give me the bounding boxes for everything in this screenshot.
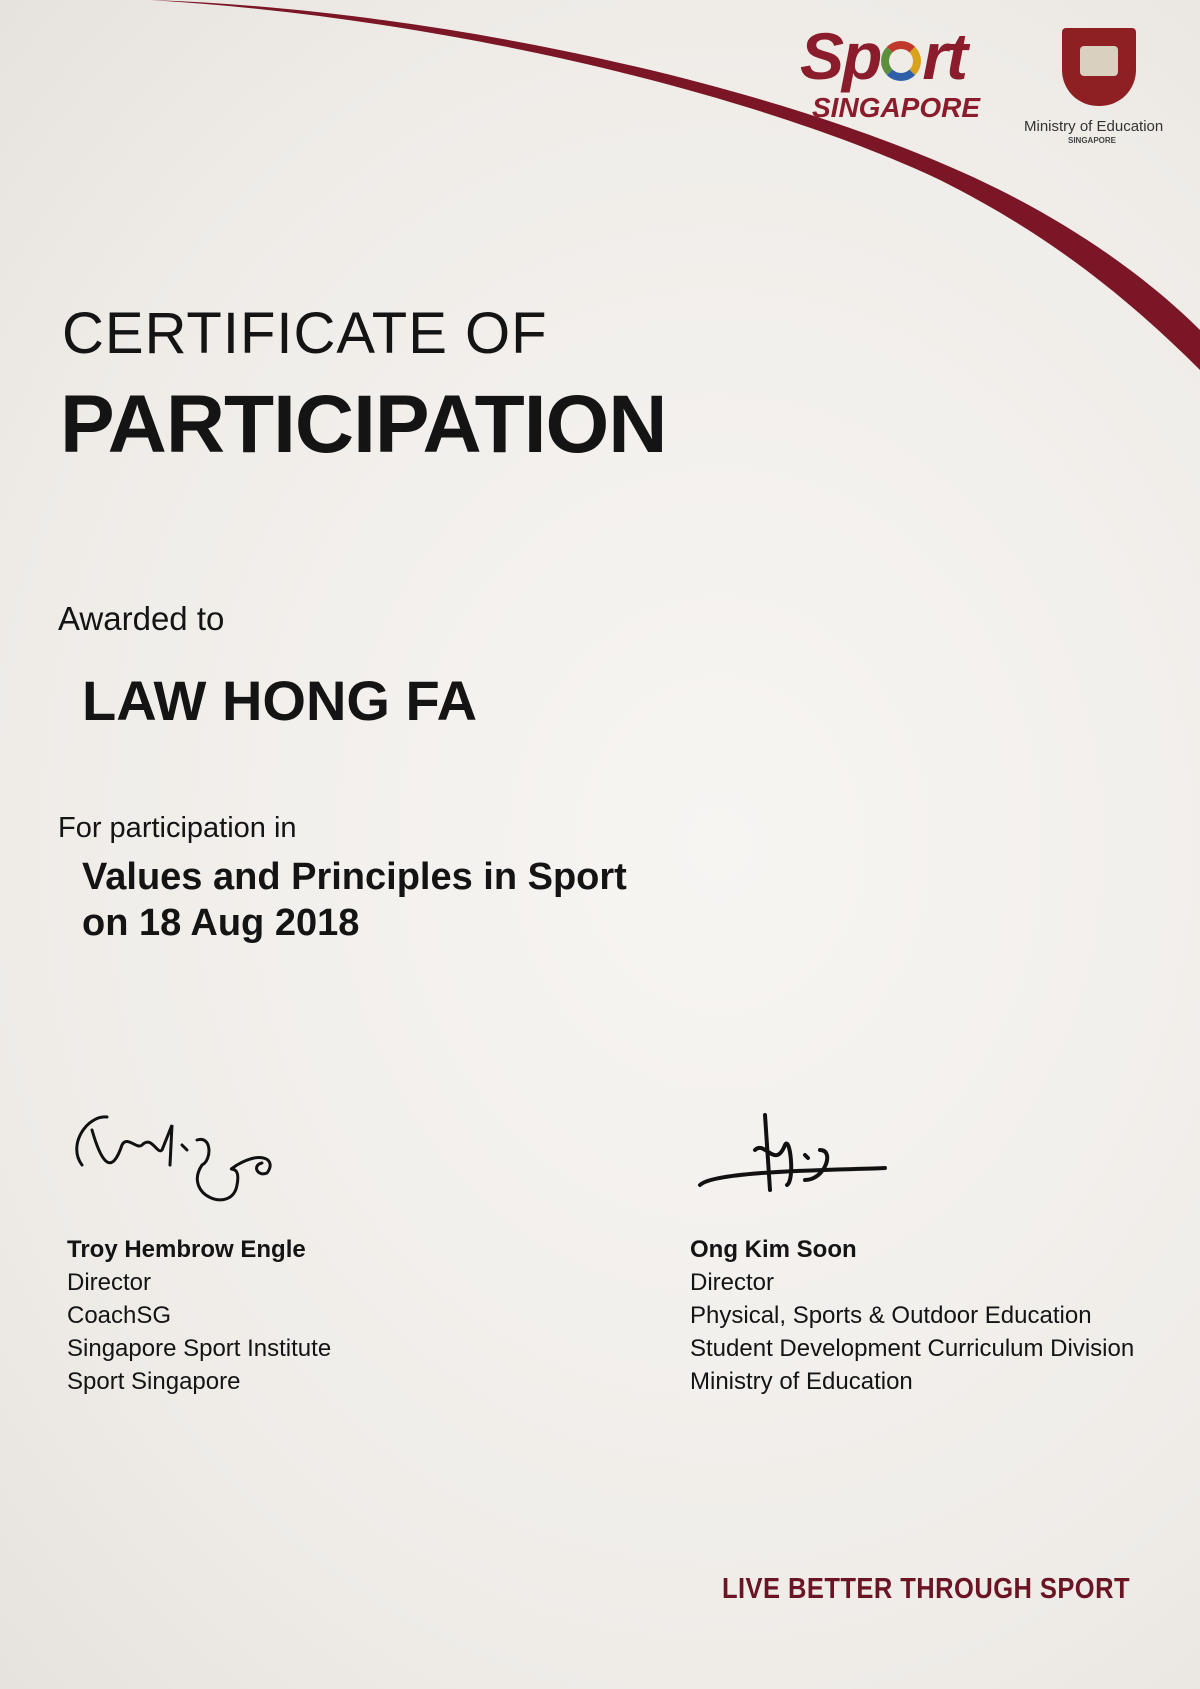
- recipient-name: LAW HONG FA: [82, 669, 478, 732]
- participation-label: For participation in: [58, 812, 297, 844]
- signatory-line: Singapore Sport Institute: [67, 1335, 332, 1362]
- signatory-line: Sport Singapore: [67, 1368, 241, 1395]
- moe-logo-text: Ministry of Education: [1024, 118, 1164, 135]
- event-date: on 18 Aug 2018: [82, 902, 360, 944]
- signatory-line: Director: [690, 1269, 775, 1296]
- event-name: Values and Principles in Sport: [82, 856, 627, 898]
- event-details: [82, 854, 627, 946]
- signatory-line: Physical, Sports & Outdoor Education: [690, 1302, 1092, 1329]
- moe-logo-sub: SINGAPORE: [1068, 136, 1117, 145]
- signatory-line: Student Development Curriculum Division: [690, 1335, 1135, 1362]
- signatory-line: Ministry of Education: [690, 1368, 913, 1395]
- sport-singapore-logo: Sp rt: [800, 19, 967, 93]
- signatory-name: Ong Kim Soon: [690, 1236, 857, 1263]
- sport-singapore-logo-sub: SINGAPORE: [812, 92, 981, 123]
- signature-left: [62, 1105, 302, 1215]
- signatory-name: Troy Hembrow Engle: [67, 1236, 306, 1263]
- signature-right: [695, 1110, 895, 1220]
- awarded-label: Awarded to: [58, 600, 225, 637]
- moe-crest-icon: [1062, 28, 1136, 106]
- tagline: LIVE BETTER THROUGH SPORT: [722, 1573, 1131, 1605]
- signatory-line: Director: [67, 1269, 152, 1296]
- signatory-line: CoachSG: [67, 1302, 172, 1329]
- signatory-left: [67, 1233, 331, 1398]
- certificate-title-line2: PARTICIPATION: [60, 379, 667, 470]
- signatory-right: [690, 1233, 1134, 1398]
- certificate-title-line1: CERTIFICATE OF: [62, 301, 548, 366]
